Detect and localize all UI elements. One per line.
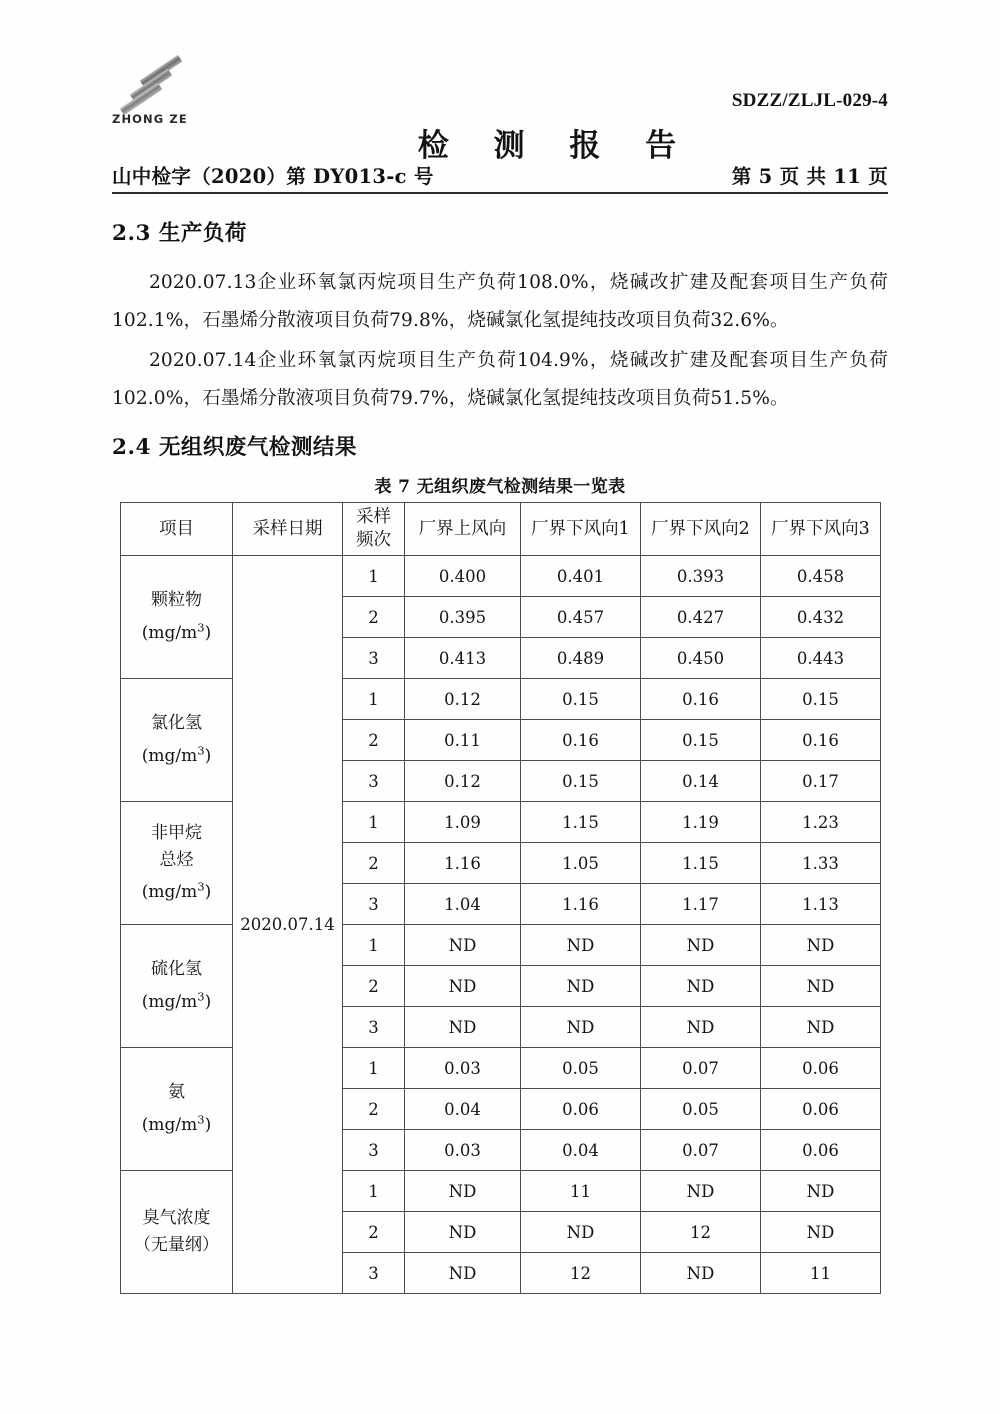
header-divider [112,192,888,194]
cell-downwind-3: 0.15 [761,679,881,720]
cell-upwind: 0.395 [405,597,521,638]
cell-downwind-1: 0.04 [521,1130,641,1171]
cell-downwind-2: 0.07 [641,1048,761,1089]
logo-bars-icon [116,62,188,110]
section-2-3-paragraph-2: 2020.07.14企业环氧氯丙烷项目生产负荷104.9%，烧碱改扩建及配套项目生产负荷102.0%，石墨烯分散液项目负荷79.7%，烧碱氯化氢提纯技改项目负荷51.5%。 [112,350,888,409]
page-number: 第 5 页 共 11 页 [731,165,888,188]
cell-downwind-2: 0.05 [641,1089,761,1130]
cell-downwind-1: 0.16 [521,720,641,761]
cell-downwind-3: 0.432 [761,597,881,638]
document-code: SDZZ/ZLJL-029-4 [731,90,888,111]
cell-frequency: 2 [343,1212,405,1253]
section-2-3-paragraph-1: 2020.07.13企业环氧氯丙烷项目生产负荷108.0%，烧碱改扩建及配套项目生产负荷102.1%，石墨烯分散液项目负荷79.8%，烧碱氯化氢提纯技改项目负荷32.6%。 [112,272,888,331]
cell-downwind-2: 0.427 [641,597,761,638]
cell-upwind: 1.09 [405,802,521,843]
cell-downwind-3: ND [761,1171,881,1212]
cell-downwind-3: 0.06 [761,1089,881,1130]
cell-upwind: ND [405,1212,521,1253]
unorganized-emissions-table [120,502,881,1294]
cell-upwind: 0.12 [405,761,521,802]
cell-downwind-2: 1.17 [641,884,761,925]
page-title: 检 测 报 告 [417,128,694,164]
cell-downwind-1: 12 [521,1253,641,1294]
cell-downwind-3: ND [761,925,881,966]
cell-downwind-1: 0.401 [521,556,641,597]
cell-item-name: 颗粒物 $(mg/m^3)$ [121,556,233,679]
cell-frequency: 2 [343,720,405,761]
cell-frequency: 2 [343,1089,405,1130]
cell-downwind-1: 0.06 [521,1089,641,1130]
cell-frequency: 1 [343,1171,405,1212]
col-downwind-2: 厂界下风向2 [641,503,761,556]
results-table-wrapper [120,502,880,1294]
company-logo [112,62,208,130]
cell-downwind-2: 0.07 [641,1130,761,1171]
cell-downwind-3: 11 [761,1253,881,1294]
col-date: 采样日期 [233,503,343,556]
cell-upwind: 0.03 [405,1048,521,1089]
cell-downwind-1: 1.05 [521,843,641,884]
cell-item-name: 硫化氢 $(mg/m^3)$ [121,925,233,1048]
cell-downwind-3: 0.16 [761,720,881,761]
cell-downwind-1: ND [521,1007,641,1048]
cell-frequency: 2 [343,843,405,884]
cell-downwind-3: 0.06 [761,1130,881,1171]
cell-frequency: 1 [343,1048,405,1089]
cell-upwind: ND [405,925,521,966]
cell-item-name: 氯化氢 $(mg/m^3)$ [121,679,233,802]
cell-downwind-2: ND [641,1171,761,1212]
cell-downwind-3: ND [761,966,881,1007]
col-upwind: 厂界上风向 [405,503,521,556]
table-header-row [121,503,881,556]
table-row [121,556,881,597]
cell-downwind-1: 0.15 [521,761,641,802]
table-caption: 表 7 无组织废气检测结果一览表 [374,477,626,497]
cell-item-name: 非甲烷 总烃 $(mg/m^3)$ [121,802,233,925]
cell-downwind-1: 11 [521,1171,641,1212]
cell-frequency: 3 [343,1130,405,1171]
cell-upwind: 1.04 [405,884,521,925]
cell-downwind-1: 0.05 [521,1048,641,1089]
cell-downwind-3: 0.17 [761,761,881,802]
cell-downwind-3: 1.23 [761,802,881,843]
cell-upwind: 0.400 [405,556,521,597]
section-heading-2-3: 2.3 生产负荷 [112,221,247,246]
cell-downwind-2: ND [641,925,761,966]
cell-downwind-1: 0.489 [521,638,641,679]
col-frequency: 采样 频次 [343,503,405,556]
col-item: 项目 [121,503,233,556]
cell-sampling-date: 2020.07.14 [233,556,343,1294]
cell-frequency: 1 [343,925,405,966]
cell-frequency: 3 [343,761,405,802]
cell-frequency: 3 [343,1007,405,1048]
cell-downwind-2: 0.393 [641,556,761,597]
cell-downwind-2: 1.19 [641,802,761,843]
cell-upwind: ND [405,1253,521,1294]
cell-downwind-2: ND [641,1253,761,1294]
cell-upwind: ND [405,1171,521,1212]
col-downwind-3: 厂界下风向3 [761,503,881,556]
cell-downwind-2: ND [641,1007,761,1048]
cell-downwind-1: ND [521,966,641,1007]
section-heading-2-4: 2.4 无组织废气检测结果 [112,435,357,460]
cell-downwind-3: 0.06 [761,1048,881,1089]
cell-downwind-1: 0.457 [521,597,641,638]
cell-downwind-3: ND [761,1007,881,1048]
cell-upwind: 0.03 [405,1130,521,1171]
cell-upwind: 0.04 [405,1089,521,1130]
cell-frequency: 3 [343,1253,405,1294]
cell-downwind-3: 1.13 [761,884,881,925]
cell-downwind-2: 0.16 [641,679,761,720]
cell-frequency: 2 [343,597,405,638]
cell-frequency: 3 [343,884,405,925]
cell-upwind: 1.16 [405,843,521,884]
cell-downwind-2: ND [641,966,761,1007]
cell-downwind-3: 0.443 [761,638,881,679]
cell-downwind-2: 0.450 [641,638,761,679]
cell-frequency: 1 [343,802,405,843]
cell-upwind: 0.12 [405,679,521,720]
col-downwind-1: 厂界下风向1 [521,503,641,556]
cell-frequency: 1 [343,679,405,720]
cell-upwind: ND [405,1007,521,1048]
cell-frequency: 3 [343,638,405,679]
cell-frequency: 2 [343,966,405,1007]
cell-downwind-1: 0.15 [521,679,641,720]
cell-item-name: 氨 $(mg/m^3)$ [121,1048,233,1171]
cell-downwind-2: 12 [641,1212,761,1253]
cell-frequency: 1 [343,556,405,597]
logo-wordmark: ZHONG ZE [112,112,188,126]
cell-downwind-3: ND [761,1212,881,1253]
cell-upwind: 0.413 [405,638,521,679]
cell-downwind-1: 1.15 [521,802,641,843]
cell-downwind-1: ND [521,1212,641,1253]
cell-downwind-3: 0.458 [761,556,881,597]
page-header [112,58,888,188]
cell-downwind-1: 1.16 [521,884,641,925]
cell-downwind-1: ND [521,925,641,966]
document-number: 山中检字（2020）第 DY013-c 号 [112,165,434,188]
cell-upwind: ND [405,966,521,1007]
cell-downwind-2: 1.15 [641,843,761,884]
cell-upwind: 0.11 [405,720,521,761]
cell-downwind-2: 0.14 [641,761,761,802]
cell-item-name: 臭气浓度 （无量纲） [121,1171,233,1294]
cell-downwind-3: 1.33 [761,843,881,884]
cell-downwind-2: 0.15 [641,720,761,761]
